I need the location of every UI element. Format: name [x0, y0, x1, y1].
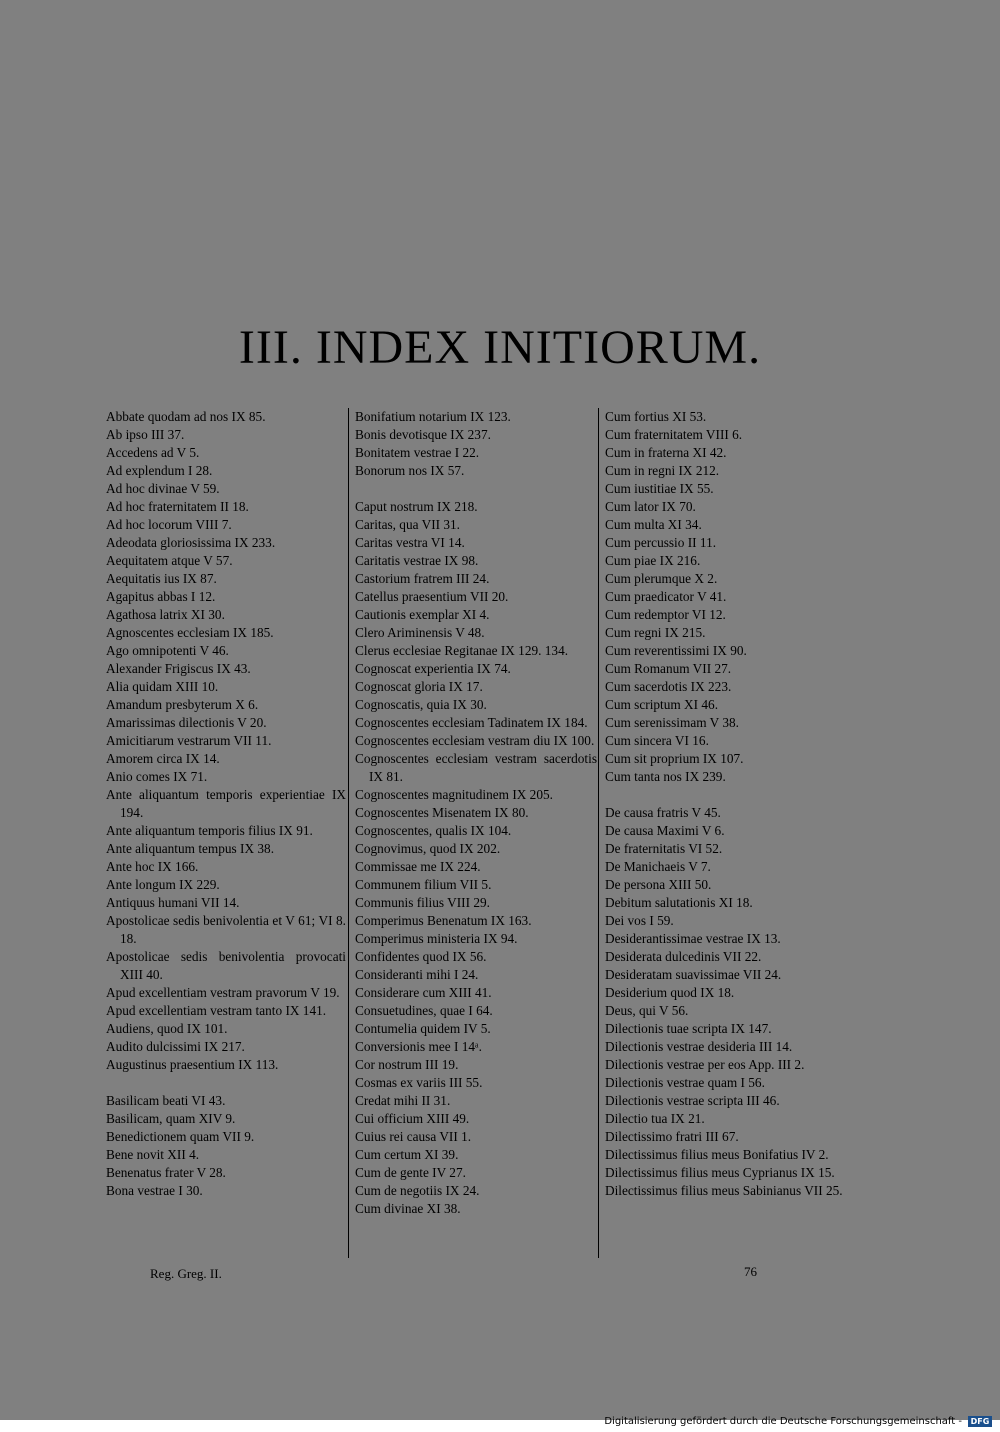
index-entry: Apud excellentiam vestram tanto IX 141.: [106, 1003, 327, 1018]
index-entry: Benenatus frater V 28.: [106, 1165, 226, 1180]
index-entry: Confidentes quod IX 56.: [355, 949, 487, 964]
index-entry: Cum reverentissimi IX 90.: [605, 643, 747, 658]
index-entry: Ad explendum I 28.: [106, 463, 213, 478]
index-entry: Cum sincera VI 16.: [605, 733, 709, 748]
index-entry: Cum serenissimam V 38.: [605, 715, 739, 730]
index-column-3: [605, 408, 847, 1200]
index-entry: Ab ipso III 37.: [106, 427, 185, 442]
index-entry: Bonifatium notarium IX 123.: [355, 409, 511, 424]
index-entry: Cum de negotiis IX 24.: [355, 1183, 480, 1198]
index-entry: Amandum presbyterum X 6.: [106, 697, 259, 712]
index-entry: Cum redemptor VI 12.: [605, 607, 726, 622]
index-entry: De fraternitatis VI 52.: [605, 841, 723, 856]
index-entry: Cum in regni IX 212.: [605, 463, 720, 478]
index-entry: Dilectissimus filius meus Cyprianus IX 15.: [605, 1165, 835, 1180]
index-column-1: [106, 408, 346, 1200]
index-entry: Bonis devotisque IX 237.: [355, 427, 491, 442]
index-entry: Cum sacerdotis IX 223.: [605, 679, 732, 694]
index-entry: Desideratam suavissimae VII 24.: [605, 967, 782, 982]
section-gap: [106, 1074, 346, 1092]
index-entry: Cum tanta nos IX 239.: [605, 769, 726, 784]
index-entry: Cor nostrum III 19.: [355, 1057, 459, 1072]
index-entry: Amicitiarum vestrarum VII 11.: [106, 733, 272, 748]
dfg-logo: DFG: [968, 1416, 992, 1427]
section-gap: [355, 480, 597, 498]
index-entry: Desiderantissimae vestrae IX 13.: [605, 931, 781, 946]
index-entry: Cosmas ex variis III 55.: [355, 1075, 483, 1090]
index-entry: Comperimus ministeria IX 94.: [355, 931, 518, 946]
index-entry: Cognoscatis, quia IX 30.: [355, 697, 487, 712]
index-entry: Dilectissimo fratri III 67.: [605, 1129, 739, 1144]
index-entry: Caritatis vestrae IX 98.: [355, 553, 479, 568]
index-entry: Bona vestrae I 30.: [106, 1183, 203, 1198]
index-entry: Bonitatem vestrae I 22.: [355, 445, 480, 460]
footer-signature: Reg. Greg. II.: [150, 1266, 222, 1281]
index-entry: De persona XIII 50.: [605, 877, 712, 892]
index-entry: Cognoscentes ecclesiam vestram sacerdotis IX 81.: [355, 751, 597, 784]
index-entry: Cognoscentes Misenatem IX 80.: [355, 805, 529, 820]
page-number: 76: [744, 1264, 757, 1279]
index-entry: Adeodata gloriosissima IX 233.: [106, 535, 276, 550]
index-entry: Apostolicae sedis benivolentia provocati XIII 40.: [106, 949, 346, 982]
index-entry: Catellus praesentium VII 20.: [355, 589, 509, 604]
index-entry: Considerare cum XIII 41.: [355, 985, 492, 1000]
index-entry: Agapitus abbas I 12.: [106, 589, 216, 604]
index-entry: De Manichaeis V 7.: [605, 859, 711, 874]
index-entry: Dilectionis vestrae desideria III 14.: [605, 1039, 793, 1054]
index-entry: Accedens ad V 5.: [106, 445, 200, 460]
index-entry: Cum piae IX 216.: [605, 553, 701, 568]
index-entry: Ante aliquantum temporis filius IX 91.: [106, 823, 313, 838]
index-entry: Clero Ariminensis V 48.: [355, 625, 485, 640]
index-entry: Cui officium XIII 49.: [355, 1111, 470, 1126]
index-entry: Desiderata dulcedinis VII 22.: [605, 949, 762, 964]
index-entry: Cognoscentes ecclesiam Tadinatem IX 184.: [355, 715, 588, 730]
index-entry: Ad hoc fraternitatem II 18.: [106, 499, 249, 514]
index-entry: Commissae me IX 224.: [355, 859, 481, 874]
index-entry: Dei vos I 59.: [605, 913, 674, 928]
index-entry: Dilectionis vestrae per eos App. III 2.: [605, 1057, 805, 1072]
index-entry: Dilectionis vestrae scripta III 46.: [605, 1093, 780, 1108]
index-entry: Aequitatis ius IX 87.: [106, 571, 217, 586]
index-entry: Ante aliquantum tempus IX 38.: [106, 841, 275, 856]
index-entry: Cum fraternitatem VIII 6.: [605, 427, 743, 442]
digitization-credit: Digitalisierung gefördert durch die Deutsche Forschungsgemeinschaft -: [604, 1416, 962, 1427]
index-entry: Cum percussio II 11.: [605, 535, 717, 550]
column-divider: [598, 408, 599, 1258]
index-entry: Caput nostrum IX 218.: [355, 499, 478, 514]
index-entry: Comperimus Benenatum IX 163.: [355, 913, 532, 928]
index-entry: De causa fratris V 45.: [605, 805, 721, 820]
index-entry: Castorium fratrem III 24.: [355, 571, 490, 586]
index-entry: De causa Maximi V 6.: [605, 823, 725, 838]
index-entry: Audito dulcissimi IX 217.: [106, 1039, 245, 1054]
index-entry: Dilectissimus filius meus Bonifatius IV 2.: [605, 1147, 829, 1162]
index-entry: Consideranti mihi I 24.: [355, 967, 479, 982]
index-entry: Anio comes IX 71.: [106, 769, 208, 784]
index-entry: Cum multa XI 34.: [605, 517, 702, 532]
index-entry: Communem filium VII 5.: [355, 877, 492, 892]
index-entry: Dilectio tua IX 21.: [605, 1111, 705, 1126]
index-entry: Bene novit XII 4.: [106, 1147, 200, 1162]
index-entry: Cognoscat gloria IX 17.: [355, 679, 483, 694]
index-entry: Cum regni IX 215.: [605, 625, 706, 640]
index-entry: Apud excellentiam vestram pravorum V 19.: [106, 985, 340, 1000]
index-entry: Cognoscat experientia IX 74.: [355, 661, 511, 676]
index-entry: Basilicam, quam XIV 9.: [106, 1111, 236, 1126]
index-entry: Cognovimus, quod IX 202.: [355, 841, 501, 856]
index-entry: Ante hoc IX 166.: [106, 859, 199, 874]
index-entry: Amorem circa IX 14.: [106, 751, 220, 766]
index-entry: Amarissimas dilectionis V 20.: [106, 715, 267, 730]
index-entry: Abbate quodam ad nos IX 85.: [106, 409, 266, 424]
index-entry: Caritas vestra VI 14.: [355, 535, 465, 550]
index-entry: Augustinus praesentium IX 113.: [106, 1057, 279, 1072]
index-entry: Dilectissimus filius meus Sabinianus VII 25.: [605, 1183, 843, 1198]
index-entry: Cum certum XI 39.: [355, 1147, 459, 1162]
index-entry: Clerus ecclesiae Regitanae IX 129. 134.: [355, 643, 569, 658]
index-entry: Ago omnipotenti V 46.: [106, 643, 229, 658]
index-entry: Benedictionem quam VII 9.: [106, 1129, 255, 1144]
index-entry: Antiquus humani VII 14.: [106, 895, 240, 910]
index-entry: Consuetudines, quae I 64.: [355, 1003, 493, 1018]
page-title: III. INDEX INITIORUM.: [238, 321, 762, 374]
index-entry: Debitum salutationis XI 18.: [605, 895, 753, 910]
index-entry: Deus, qui V 56.: [605, 1003, 689, 1018]
index-entry: Ante aliquantum temporis experientiae IX 194.: [106, 787, 346, 820]
index-entry: Credat mihi II 31.: [355, 1093, 451, 1108]
index-entry: Caritas, qua VII 31.: [355, 517, 460, 532]
index-entry: Cuius rei causa VII 1.: [355, 1129, 472, 1144]
index-entry: Cum de gente IV 27.: [355, 1165, 466, 1180]
index-entry: Alia quidam XIII 10.: [106, 679, 219, 694]
index-entry: Cum iustitiae IX 55.: [605, 481, 714, 496]
index-entry: Cognoscentes magnitudinem IX 205.: [355, 787, 553, 802]
index-entry: Conversionis mee I 14ᵃ.: [355, 1039, 482, 1054]
index-entry: Cum lator IX 70.: [605, 499, 696, 514]
index-entry: Cum divinae XI 38.: [355, 1201, 461, 1216]
index-entry: Cum plerumque X 2.: [605, 571, 718, 586]
index-entry: Basilicam beati VI 43.: [106, 1093, 226, 1108]
index-entry: Bonorum nos IX 57.: [355, 463, 465, 478]
index-entry: Apostolicae sedis benivolentia et V 61; VI 8. 18.: [106, 913, 346, 946]
index-entry: Cognoscentes ecclesiam vestram diu IX 100.: [355, 733, 595, 748]
index-entry: Contumelia quidem IV 5.: [355, 1021, 491, 1036]
index-entry: Aequitatem atque V 57.: [106, 553, 233, 568]
index-entry: Dilectionis tuae scripta IX 147.: [605, 1021, 772, 1036]
index-entry: Cum praedicator V 41.: [605, 589, 727, 604]
index-entry: Communis filius VIII 29.: [355, 895, 490, 910]
index-entry: Cum Romanum VII 27.: [605, 661, 732, 676]
index-entry: Dilectionis vestrae quam I 56.: [605, 1075, 765, 1090]
column-divider: [348, 408, 349, 1258]
index-entry: Desiderium quod IX 18.: [605, 985, 735, 1000]
index-entry: Cum sit proprium IX 107.: [605, 751, 744, 766]
index-entry: Ad hoc divinae V 59.: [106, 481, 220, 496]
section-gap: [605, 786, 847, 804]
index-column-2: [355, 408, 597, 1218]
index-entry: Cum scriptum XI 46.: [605, 697, 719, 712]
index-entry: Agathosa latrix XI 30.: [106, 607, 225, 622]
index-entry: Cautionis exemplar XI 4.: [355, 607, 490, 622]
index-entry: Ad hoc locorum VIII 7.: [106, 517, 232, 532]
index-entry: Cum in fraterna XI 42.: [605, 445, 727, 460]
index-entry: Cum fortius XI 53.: [605, 409, 707, 424]
index-entry: Alexander Frigiscus IX 43.: [106, 661, 251, 676]
index-entry: Ante longum IX 229.: [106, 877, 220, 892]
index-entry: Audiens, quod IX 101.: [106, 1021, 228, 1036]
index-entry: Agnoscentes ecclesiam IX 185.: [106, 625, 274, 640]
index-entry: Cognoscentes, qualis IX 104.: [355, 823, 512, 838]
